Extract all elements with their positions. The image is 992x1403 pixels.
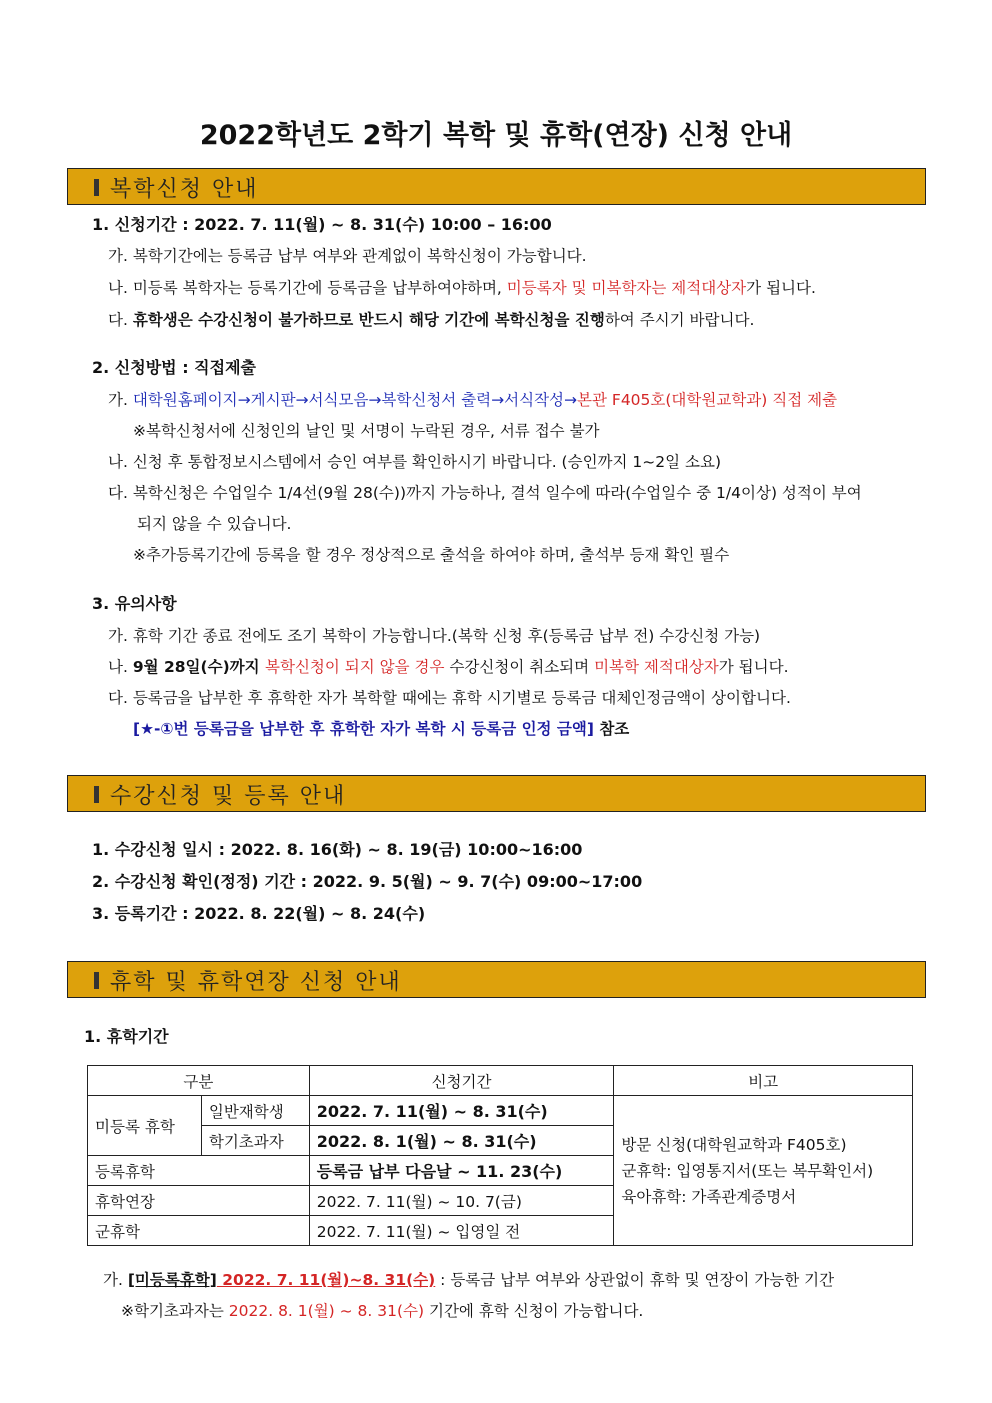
note-highlight: 미복학 제적대상자	[594, 658, 719, 676]
section-marker-icon	[94, 179, 99, 196]
return-note-a	[108, 246, 587, 266]
section-header-leave	[67, 961, 926, 998]
method-remark-2: ※추가등록기간에 등록을 할 경우 정상적으로 출석을 하여야 하며, 출석부 등재 확인 필수	[133, 546, 730, 564]
note-highlight: 복학신청이 되지 않을 경우	[265, 658, 450, 676]
table-header-cell: 구분	[88, 1066, 310, 1096]
item-label: 신청방법 : 직접제출	[114, 358, 256, 377]
course-correction-period: 2. 수강신청 확인(정정) 기간 : 2022. 9. 5(월) ~ 9. 7(수) 09:00~17:00	[92, 872, 643, 891]
leave-note-a	[103, 1270, 834, 1290]
section-title: 수강신청 및 등록 안내	[110, 784, 347, 809]
section-marker-icon	[94, 972, 99, 989]
section-header-registration	[67, 775, 926, 812]
table-header-cell: 비고	[614, 1066, 913, 1096]
section-title: 복학신청 안내	[110, 177, 259, 202]
item-label: 유의사항	[114, 594, 177, 613]
table-cell: 휴학연장	[88, 1186, 310, 1216]
note-text: : 등록금 납부 여부와 상관없이 휴학 및 연장이 가능한 기간	[435, 1271, 835, 1289]
item-number: 2.	[92, 358, 110, 377]
method-note-c-cont: 되지 않을 수 있습니다.	[137, 515, 292, 533]
note-prefix: 다.	[108, 484, 133, 502]
leave-period-heading: 1. 휴학기간	[84, 1027, 169, 1046]
note-line: 군휴학: 입영통지서(또는 복무확인서)	[621, 1161, 874, 1180]
note-label: [미등록휴학]	[127, 1271, 217, 1289]
note-prefix: 나.	[108, 658, 133, 676]
page-title: 2022학년도 2학기 복학 및 휴학(연장) 신청 안내	[199, 120, 793, 151]
note-text: 휴학 기간 종료 전에도 조기 복학이 가능합니다.(복학 신청 후(등록금 납부 전) 수강신청 가능)	[132, 627, 761, 645]
note-text: 기간에 휴학 신청이 가능합니다.	[424, 1302, 644, 1320]
table-cell: 미등록 휴학	[88, 1096, 202, 1156]
note-prefix: 가.	[108, 391, 133, 409]
table-row	[88, 1096, 913, 1126]
course-registration-period: 1. 수강신청 일시 : 2022. 8. 16(화) ~ 8. 19(금) 10:00~16:00	[92, 840, 583, 859]
method-note-c	[108, 483, 862, 503]
note-text: 복학신청은 수업일수 1/4선(9월 28(수))까지 가능하나, 결석 일수에 따라(수업일수 중 1/4이상) 성적이 부여	[132, 484, 862, 502]
caution-a	[108, 626, 760, 646]
note-highlight: 본관 F405호(대학원교학과) 직접 제출	[577, 391, 838, 409]
note-text: 참조	[593, 720, 630, 738]
note-line: 육아휴학: 가족관계증명서	[621, 1187, 797, 1206]
note-prefix: 나.	[108, 453, 133, 471]
note-text: 등록금을 납부한 후 휴학한 자가 복학할 때에는 휴학 시기별로 등록금 대체인정금액이 상이합니다.	[132, 689, 791, 707]
note-highlight: 미등록자 및 미복학자는 제적대상자	[506, 279, 747, 297]
note-prefix: 나.	[108, 279, 133, 297]
table-cell: 학기초과자	[201, 1126, 309, 1156]
note-prefix: 가.	[108, 247, 133, 265]
table-cell: 2022. 7. 11(월) ~ 입영일 전	[309, 1216, 614, 1246]
cautions-heading	[92, 594, 177, 614]
note-prefix: 가.	[103, 1271, 128, 1289]
method-heading	[92, 358, 256, 378]
method-note-b	[108, 452, 721, 472]
item-number: 1.	[92, 215, 110, 234]
note-text: 수강신청이 취소되며	[449, 658, 595, 676]
method-note-a	[108, 390, 837, 410]
table-cell: 등록휴학	[88, 1156, 310, 1186]
table-cell: 2022. 8. 1(월) ~ 8. 31(수)	[309, 1126, 614, 1156]
reference-link-text: [★-①번 등록금을 납부한 후 휴학한 자가 복학 시 등록금 인정 금액]	[133, 720, 594, 738]
table-cell: 일반재학생	[201, 1096, 309, 1126]
caution-reference	[133, 719, 629, 739]
note-highlight: 2022. 8. 1(월) ~ 8. 31(수)	[228, 1302, 425, 1320]
note-emphasis: 휴학생은 수강신청이 불가하므로 반드시 해당 기간에 복학신청을 진행	[132, 311, 605, 329]
section-header-return	[67, 168, 926, 205]
note-text: 복학기간에는 등록금 납부 여부와 관계없이 복학신청이 가능합니다.	[132, 247, 587, 265]
table-header-cell: 신청기간	[309, 1066, 614, 1096]
leave-period-table	[87, 1065, 913, 1246]
table-note-cell	[614, 1096, 913, 1246]
item-label: 신청기간 : 2022. 7. 11(월) ~ 8. 31(수) 10:00 – 16:00	[114, 215, 552, 234]
note-text: 가 됩니다.	[718, 658, 789, 676]
note-emphasis: 9월 28일(수)까지	[132, 658, 266, 676]
note-path: 대학원홈페이지→게시판→서식모음→복학신청서 출력→서식작성→	[132, 391, 578, 409]
section-marker-icon	[94, 786, 99, 803]
note-text: 신청 후 통합정보시스템에서 승인 여부를 확인하시기 바랍니다. (승인까지 1~2일 소요)	[132, 453, 722, 471]
note-prefix: 다.	[108, 311, 133, 329]
note-prefix: 다.	[108, 689, 133, 707]
table-cell: 2022. 7. 11(월) ~ 8. 31(수)	[309, 1096, 614, 1126]
note-text: 가 됩니다.	[746, 279, 816, 297]
caution-c	[108, 688, 791, 708]
return-note-c	[108, 310, 754, 330]
leave-remark	[121, 1301, 643, 1321]
table-cell: 2022. 7. 11(월) ~ 10. 7(금)	[309, 1186, 614, 1216]
caution-b	[108, 657, 789, 677]
method-remark: ※복학신청서에 신청인의 날인 및 서명이 누락된 경우, 서류 접수 불가	[133, 422, 600, 440]
item-number: 3.	[92, 594, 110, 613]
table-header-row	[88, 1066, 913, 1096]
note-text: 미등록 복학자는 등록기간에 등록금을 납부하여야하며,	[132, 279, 507, 297]
note-prefix: 가.	[108, 627, 133, 645]
return-note-b	[108, 278, 816, 298]
note-highlight: 2022. 7. 11(월)~8. 31(수)	[216, 1271, 436, 1289]
tuition-registration-period: 3. 등록기간 : 2022. 8. 22(월) ~ 8. 24(수)	[92, 904, 426, 923]
table-cell: 군휴학	[88, 1216, 310, 1246]
section-title: 휴학 및 휴학연장 신청 안내	[110, 970, 402, 995]
return-period-heading	[92, 215, 552, 235]
table-cell: 등록금 납부 다음날 ~ 11. 23(수)	[309, 1156, 614, 1186]
note-text: 하여 주시기 바랍니다.	[604, 311, 755, 329]
note-text: ※학기초과자는	[121, 1302, 229, 1320]
note-line: 방문 신청(대학원교학과 F405호)	[621, 1135, 847, 1154]
